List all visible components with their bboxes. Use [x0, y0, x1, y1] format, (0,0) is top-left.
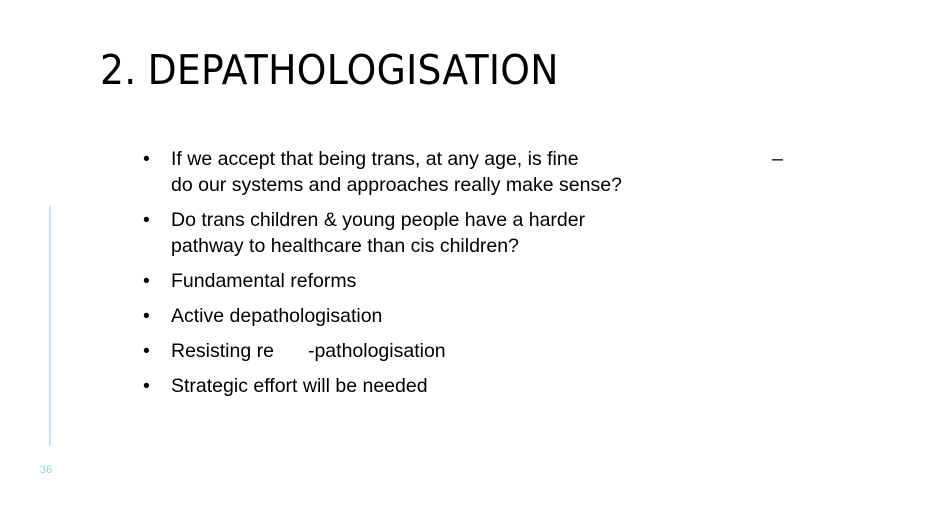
- bullet-icon: •: [143, 270, 150, 292]
- bullet-text-part1: Resisting re: [171, 340, 274, 362]
- bullet-item: [143, 373, 803, 399]
- bullet-text: If we accept that being trans, at any age, is fine: [171, 148, 579, 170]
- bullet-item: [143, 146, 803, 198]
- bullet-text-continued: pathway to healthcare than cis children?: [171, 235, 519, 257]
- title-number: 2.: [100, 46, 137, 94]
- bullet-item: [143, 207, 803, 259]
- slide-title: [100, 44, 559, 96]
- bullet-text: Strategic effort will be needed: [171, 375, 428, 397]
- bullet-item: [143, 303, 803, 329]
- bullet-icon: •: [143, 209, 150, 231]
- bullet-list: [143, 146, 803, 408]
- bullet-text-part2: -pathologisation: [307, 340, 446, 362]
- bullet-icon: •: [143, 148, 150, 170]
- bullet-text-continued: do our systems and approaches really make sense?: [171, 174, 622, 196]
- bullet-icon: •: [143, 375, 150, 397]
- dash-text: –: [772, 148, 783, 170]
- title-text: DEPATHOLOGISATION: [147, 46, 559, 94]
- bullet-icon: •: [143, 340, 150, 362]
- bullet-text: Fundamental reforms: [171, 270, 357, 292]
- bullet-icon: •: [143, 305, 150, 327]
- bullet-item: [143, 268, 803, 294]
- bullet-text: Do trans children & young people have a harder: [171, 209, 586, 231]
- page-number: 36: [40, 464, 53, 476]
- bullet-text: Active depathologisation: [171, 305, 383, 327]
- accent-line: [49, 206, 51, 446]
- bullet-item: [143, 338, 803, 364]
- bullet-text: [171, 338, 803, 364]
